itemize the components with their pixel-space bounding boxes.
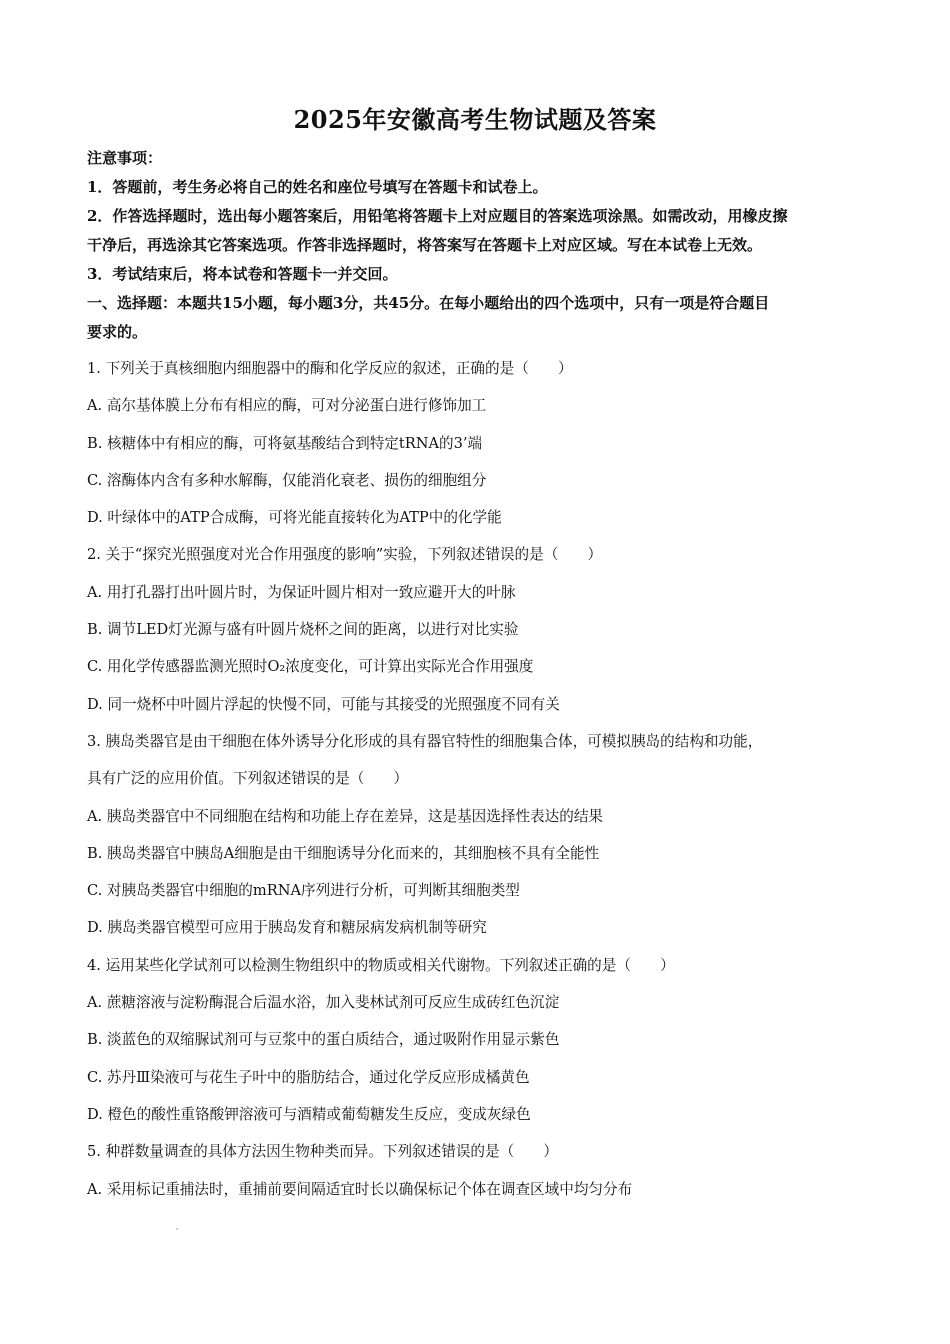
question-stem-3-cont: 具有广泛的应用价值。下列叙述错误的是（ ） <box>87 770 409 788</box>
option-3c: C. 对胰岛类器官中细胞的mRNA序列进行分析，可判断其细胞类型 <box>87 882 520 900</box>
notice-line: 2．作答选择题时，选出每小题答案后，用铅笔将答题卡上对应题目的答案选项涂黑。如需改动，用橡皮擦 <box>87 207 788 225</box>
question-stem-5: 5. 种群数量调查的具体方法因生物种类而异。下列叙述错误的是（ ） <box>87 1143 558 1161</box>
notice-line: 干净后，再选涂其它答案选项。作答非选择题时，将答案写在答题卡上对应区域。写在本试卷上无效。 <box>87 236 763 254</box>
question-stem-3: 3. 胰岛类器官是由干细胞在体外诱导分化形成的具有器官特性的细胞集合体，可模拟胰岛的结构和功能， <box>87 732 763 750</box>
option-1b: B. 核糖体中有相应的酶，可将氨基酸结合到特定tRNA的3’端 <box>87 434 483 452</box>
section-heading: 一、选择题：本题共15小题，每小题3分，共45分。在每小题给出的四个选项中，只有一项是符合题目 <box>87 294 770 312</box>
option-1a: A. 高尔基体膜上分布有相应的酶，可对分泌蛋白进行修饰加工 <box>87 397 487 415</box>
notice-heading: 注意事项： <box>87 149 163 167</box>
option-2b: B. 调节LED灯光源与盛有叶圆片烧杯之间的距离，以进行对比实验 <box>87 621 519 639</box>
option-4b: B. 淡蓝色的双缩脲试剂可与豆浆中的蛋白质结合，通过吸附作用显示紫色 <box>87 1031 560 1049</box>
notice-line: 1．答题前，考生务必将自己的姓名和座位号填写在答题卡和试卷上。 <box>87 178 548 196</box>
question-stem-2: 2. 关于“探究光照强度对光合作用强度的影响”实验，下列叙述错误的是（ ） <box>87 546 603 564</box>
question-stem-1: 1. 下列关于真核细胞内细胞器中的酶和化学反应的叙述，正确的是（ ） <box>87 360 573 377</box>
notice-section <box>87 144 867 347</box>
option-1d: D. 叶绿体中的ATP合成酶，可将光能直接转化为ATP中的化学能 <box>87 509 502 527</box>
page-mark <box>176 1228 178 1230</box>
option-3a: A. 胰岛类器官中不同细胞在结构和功能上存在差异，这是基因选择性表达的结果 <box>87 807 604 825</box>
option-2d: D. 同一烧杯中叶圆片浮起的快慢不同，可能与其接受的光照强度不同有关 <box>87 695 560 713</box>
option-4a: A. 蔗糖溶液与淀粉酶混合后温水浴，加入斐林试剂可反应生成砖红色沉淀 <box>87 994 560 1012</box>
option-3d: D. 胰岛类器官模型可应用于胰岛发育和糖尿病发病机制等研究 <box>87 919 487 937</box>
option-3b: B. 胰岛类器官中胰岛A细胞是由干细胞诱导分化而来的，其细胞核不具有全能性 <box>87 844 600 862</box>
option-2a: A. 用打孔器打出叶圆片时，为保证叶圆片相对一致应避开大的叶脉 <box>87 583 516 601</box>
section-heading-cont: 要求的。 <box>87 323 148 341</box>
question-stem-4: 4. 运用某些化学试剂可以检测生物组织中的物质或相关代谢物。下列叙述正确的是（ ） <box>87 956 675 974</box>
document-title: 2025年安徽高考生物试题及答案 <box>293 105 657 134</box>
option-1c: C. 溶酶体内含有多种水解酶，仅能消化衰老、损伤的细胞组分 <box>87 471 487 489</box>
option-5a: A. 采用标记重捕法时，重捕前要间隔适宜时长以确保标记个体在调查区域中均匀分布 <box>87 1180 633 1198</box>
notice-line: 3．考试结束后，将本试卷和答题卡一并交回。 <box>87 265 398 283</box>
option-4c: C. 苏丹Ⅲ染液可与花生子叶中的脂肪结合，通过化学反应形成橘黄色 <box>87 1068 530 1086</box>
question-list <box>87 350 877 1208</box>
option-2c: C. 用化学传感器监测光照时O₂浓度变化，可计算出实际光合作用强度 <box>87 658 534 676</box>
option-4d: D. 橙色的酸性重铬酸钾溶液可与酒精或葡萄糖发生反应，变成灰绿色 <box>87 1105 531 1123</box>
